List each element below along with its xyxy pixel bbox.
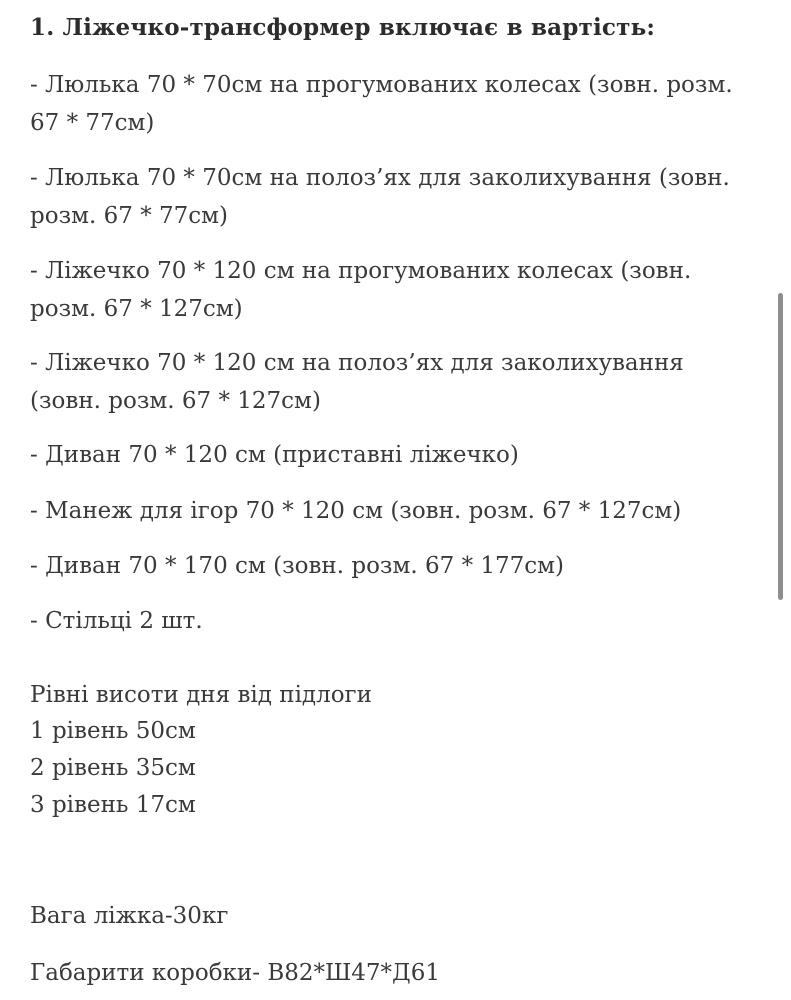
section-heading: 1. Ліжечко-трансформер включає в вартість: [30, 14, 656, 41]
list-item-cradle-wheels: - Люлька 70 * 70см на прогумованих колесах (зовн. розм. 67 * 77см) [30, 72, 733, 136]
level-line-2: 2 рівень 35см [30, 755, 196, 781]
list-item-sofa-120: - Диван 70 * 120 см (приставні ліжечко) [30, 442, 519, 468]
levels-title: Рівні висоти дня від підлоги [30, 682, 372, 708]
list-item-cradle-runners: - Люлька 70 * 70см на полоз’ях для заколихування (зовн. розм. 67 * 77см) [30, 165, 730, 229]
list-item-bed-wheels: - Ліжечко 70 * 120 см на прогумованих колесах (зовн. розм. 67 * 127см) [30, 258, 692, 322]
level-line-3: 3 рівень 17см [30, 792, 196, 818]
vertical-scrollbar[interactable] [778, 293, 783, 600]
level-line-1: 1 рівень 50см [30, 718, 196, 744]
box-dimensions-text: Габарити коробки- В82*Ш47*Д61 [30, 960, 440, 986]
list-item-bed-runners: - Ліжечко 70 * 120 см на полоз’ях для заколихування (зовн. розм. 67 * 127см) [30, 350, 684, 414]
weight-text: Вага ліжка-30кг [30, 903, 229, 929]
list-item-sofa-170: - Диван 70 * 170 см (зовн. розм. 67 * 177см) [30, 553, 565, 579]
list-item-chairs: - Стільці 2 шт. [30, 608, 203, 634]
list-item-playpen: - Манеж для ігор 70 * 120 см (зовн. розм. 67 * 127см) [30, 498, 682, 524]
